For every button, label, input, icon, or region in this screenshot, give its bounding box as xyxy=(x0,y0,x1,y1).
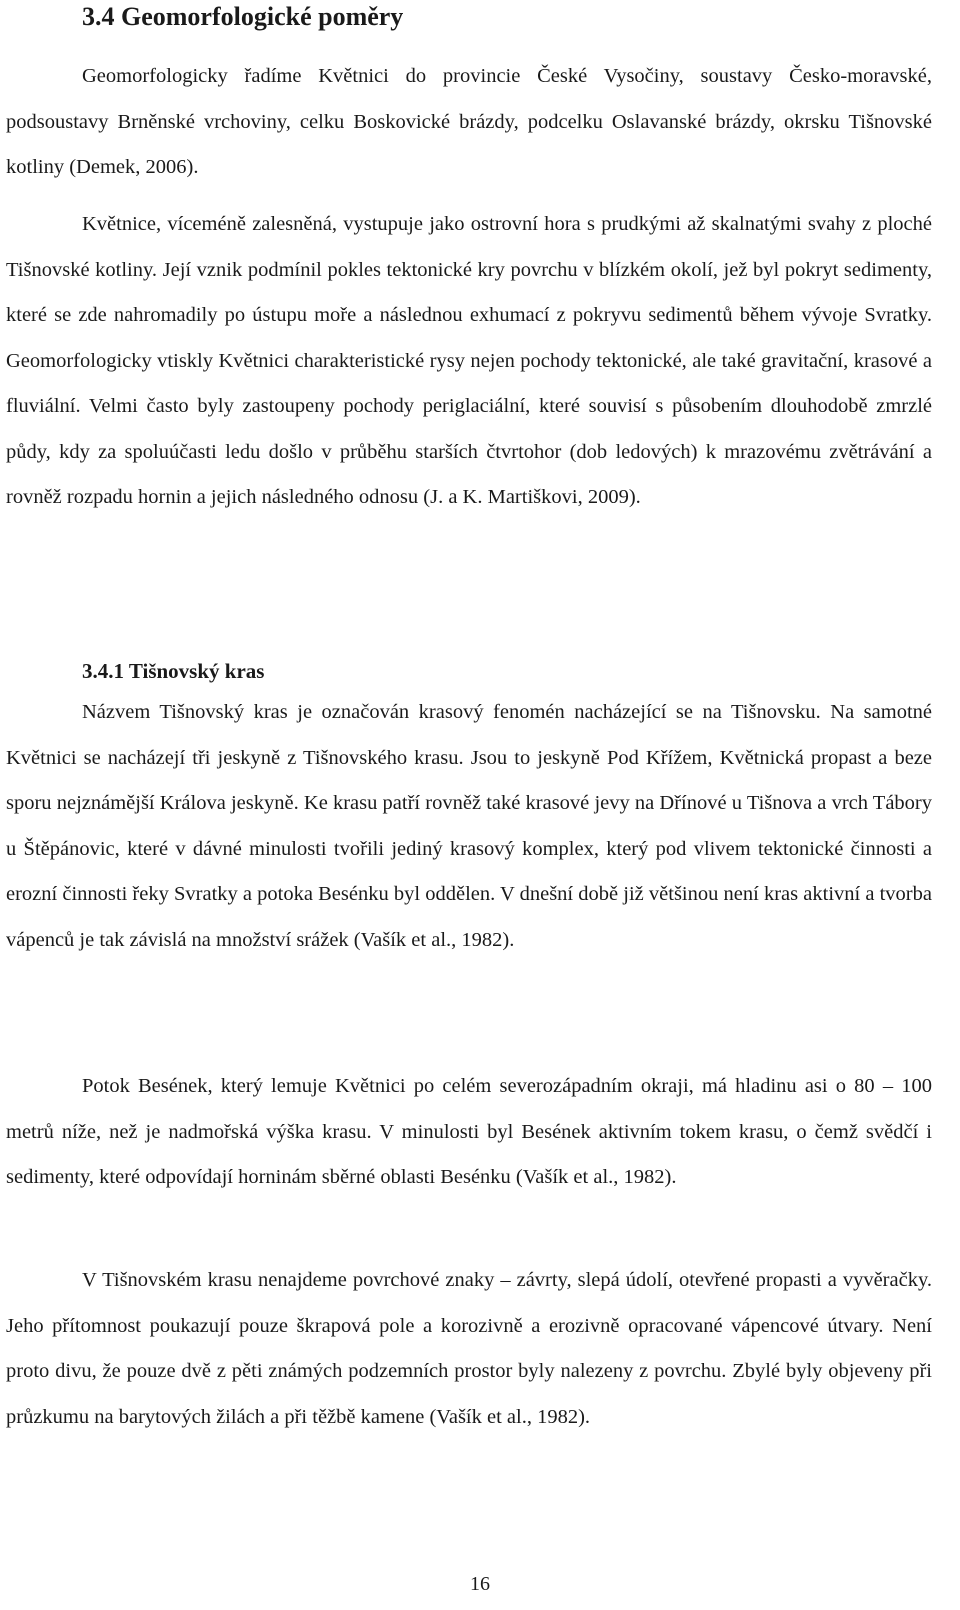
paragraph-karst-features: V Tišnovském krasu nenajdeme povrchové znaky – závrty, slepá údolí, otevřené propasti a vyvěračky. Jeho přítomnost poukazují pouze škrapová pole a korozivně a erozivně opracované vápencové útvary. Není proto divu, že pouze dvě z pěti známých podzemních prostor byly nalezeny z povrchu. Zbylé byly objeveny při průzkumu na barytových žilách a při těžbě kamene (Vašík et al., 1982). xyxy=(6,1269,932,1428)
paragraph-geomorphology-classification: Geomorfologicky řadíme Květnici do provincie České Vysočiny, soustavy Česko-moravské, podsoustavy Brněnské vrchoviny, celku Boskovické brázdy, podcelku Oslavanské brázdy, okrsku Tišnovské kotliny (Demek, 2006). xyxy=(6,65,932,178)
subsection-heading: 3.4.1 Tišnovský kras xyxy=(82,659,265,683)
paragraph-kvetnice-origin: Květnice, víceméně zalesněná, vystupuje jako ostrovní hora s prudkými až skalnatými svahy z ploché Tišnovské kotliny. Její vznik podmínil pokles tektonické kry povrchu v blízkém okolí, jež byl pokryt sedimenty, které se zde nahromadily po ústupu moře a následnou exhumací z pokryvu sedimentů během vývoje Svratky. Geomorfologicky vtiskly Květnici charakteristické rysy nejen pochody tektonické, ale také gravitační, krasové a fluviální. Velmi často byly zastoupeny pochody periglaciální, které souvisí s působením dlouhodobě zmrzlé půdy, kdy za spoluúčasti ledu došlo v průběhu starších čtvrtohor (dob ledových) k mrazovému zvětrávání a rovněž rozpadu hornin a jejich následného odnosu (J. a K. Martiškovi, 2009). xyxy=(6,213,932,508)
paragraph-tisnov-karst: Názvem Tišnovský kras je označován krasový fenomén nacházející se na Tišnovsku. Na samotné Květnici se nacházejí tři jeskyně z Tišnovského krasu. Jsou to jeskyně Pod Křížem, Květnická propast a beze sporu nejznámější Králova jeskyně. Ke krasu patří rovněž také krasové jevy na Dřínové u Tišnova a vrch Tábory u Štěpánovic, které v dávné minulosti tvořili jediný krasový komplex, který pod vlivem tektonické činnosti a erozní činnosti řeky Svratky a potoka Besénku byl oddělen. V dnešní době již většinou není kras aktivní a tvorba vápenců je tak závislá na množství srážek (Vašík et al., 1982). xyxy=(6,701,932,951)
section-heading: 3.4 Geomorfologické poměry xyxy=(82,2,404,31)
paragraph-besenek-stream: Potok Besének, který lemuje Květnici po celém severozápadním okraji, má hladinu asi o 80 – 100 metrů níže, než je nadmořská výška krasu. V minulosti byl Besének aktivním tokem krasu, o čemž svědčí i sedimenty, které odpovídají horninám sběrné oblasti Besénku (Vašík et al., 1982). xyxy=(6,1075,932,1188)
page-number: 16 xyxy=(470,1573,490,1595)
